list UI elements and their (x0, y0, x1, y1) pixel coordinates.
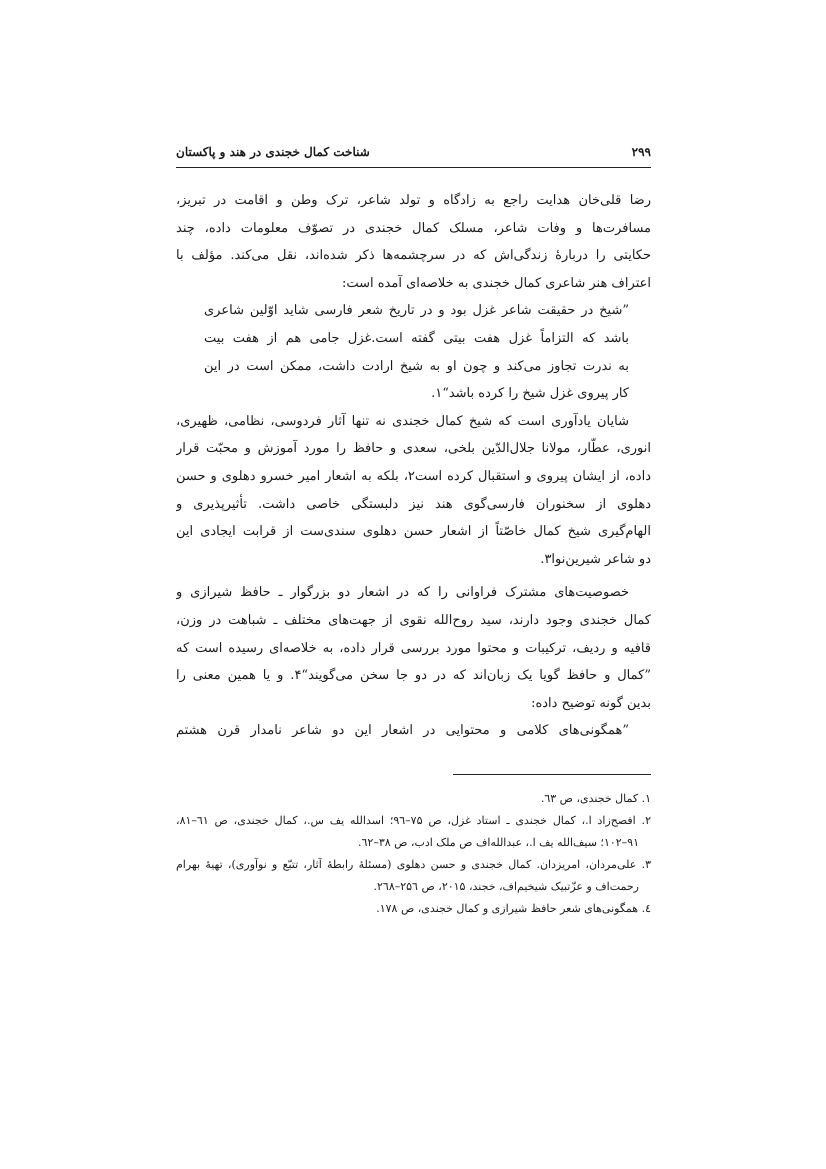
body-line: بدین گونه توضیح داده: (531, 695, 651, 711)
quote-line: به ندرت تجاوز می‌کند و چون او به شیخ ارادت داشت، ممکن است در این (204, 358, 629, 374)
body-line: دو شاعر شیرین‌نوا۳. (540, 551, 651, 567)
quote-line: کار پیروی غزل شیخ را کرده باشد“۱. (431, 386, 629, 402)
body-line: اعتراف هنر شاعری کمال خجندی به خلاصه‌ای آمده است: (341, 275, 651, 291)
body-line: شایان یادآوری است که شیخ کمال خجندی نه تنها آثار فردوسی، نظامی، ظهیری، (176, 413, 629, 429)
page-number: ۲۹۹ (631, 145, 651, 159)
footnote-rule (453, 774, 651, 775)
footnotes (176, 788, 651, 920)
footnote-continuation: رحمت‌اف و عزّتبیک شیخیم‌اف، خجند، ۲۰۱۵، ص ۲۵٦–۲٦۸. (373, 880, 639, 893)
header-rule (176, 167, 651, 168)
body-line: انوری، عطّار، مولانا جلال‌الدّین بلخی، سعدی و حافظ را مورد آموزش و محبّت قرار (176, 441, 651, 457)
body-line: قافیه و ردیف، ترکیبات و محتوا مورد بررسی قرار داده، به خلاصه‌ای رسیده است که (176, 640, 651, 656)
body-text (176, 187, 651, 745)
body-line: کمال خجندی وجود دارند، سید روح‌الله نقوی از جهت‌های مختلف ـ شباهت در وزن، (176, 612, 651, 628)
footnote-continuation: ۹۱–۱۰۲؛ سیف‌الله یف ا.، عبدالله‌اف ص ملک ادب، ص ۳۸–٦۲. (357, 836, 639, 849)
body-line: خصوصیت‌های مشترک فراوانی را که در اشعار دو بزرگوار ـ حافظ شیرازی و (176, 585, 629, 601)
footnote: ٤. همگونی‌های شعر حافظ شیرازی و کمال خجندی، ص ۱۷۸. (376, 902, 651, 915)
quote-line: باشد که التزاماً غزل هفت بیتی گفته است.غزل جامی هم از هفت بیت (204, 330, 629, 346)
running-title: شناخت کمال خجندی در هند و پاکستان (176, 145, 370, 159)
body-line: دهلوی از سخنوران فارسی‌گوی هند نیز دلبستگی خاصی داشت. تأثیرپذیری و (176, 496, 651, 512)
footnote: ۲. افصح‌زاد ا.، کمال خجندی ـ استاد غزل، ص ۷۵–۹٦؛ اسدالله یف س.، کمال خجندی، ص ٦۱–۸۱، (176, 814, 651, 827)
body-line: مسافرت‌ها و وفات شاعر، مسلک کمال خجندی در تصوّف معلومات داده، چند (176, 220, 651, 236)
body-line: ”کمال و حافظ گویا یک زبان‌اند که در دو جا سخن می‌گویند“۴. و یا همین معنی را (176, 668, 651, 684)
quote-line: ”همگونی‌های کلامی و محتوایی در اشعار این دو شاعر نامدار قرن هشتم (176, 723, 629, 739)
body-line: داده، از ایشان پیروی و استقبال کرده است۲، بلکه به اشعار امیر خسرو دهلوی و حسن (176, 468, 651, 484)
body-line: رضا قلی‌خان هدایت راجع به زادگاه و تولد شاعر، ترک وطن و اقامت در تبریز، (176, 193, 651, 208)
body-line: حکایتی را دربارهٔ زندگی‌اش که در سرچشمه‌ها ذکر شده‌اند، نقل می‌کند. مؤلف با (176, 248, 651, 264)
running-header (176, 145, 651, 165)
footnote: ۳. علی‌مردان، امریزدان. کمال خجندی و حسن دهلوی (مسئلهٔ رابطهٔ آثار، تتبّع و نوآوری)، تهیهٔ بهرام (176, 858, 651, 871)
quote-line: ”شیخ در حقیقت شاعر غزل بود و در تاریخ شعر فارسی شاید اوّلین شاعری (204, 303, 629, 319)
body-line: الهام‌گیری شیخ کمال خاصّتاً از اشعار حسن دهلوی سندی‌ست از قرابت ایجادی این (176, 524, 651, 540)
footnote: ۱. کمال خجندی، ص ٦٣. (540, 792, 651, 805)
